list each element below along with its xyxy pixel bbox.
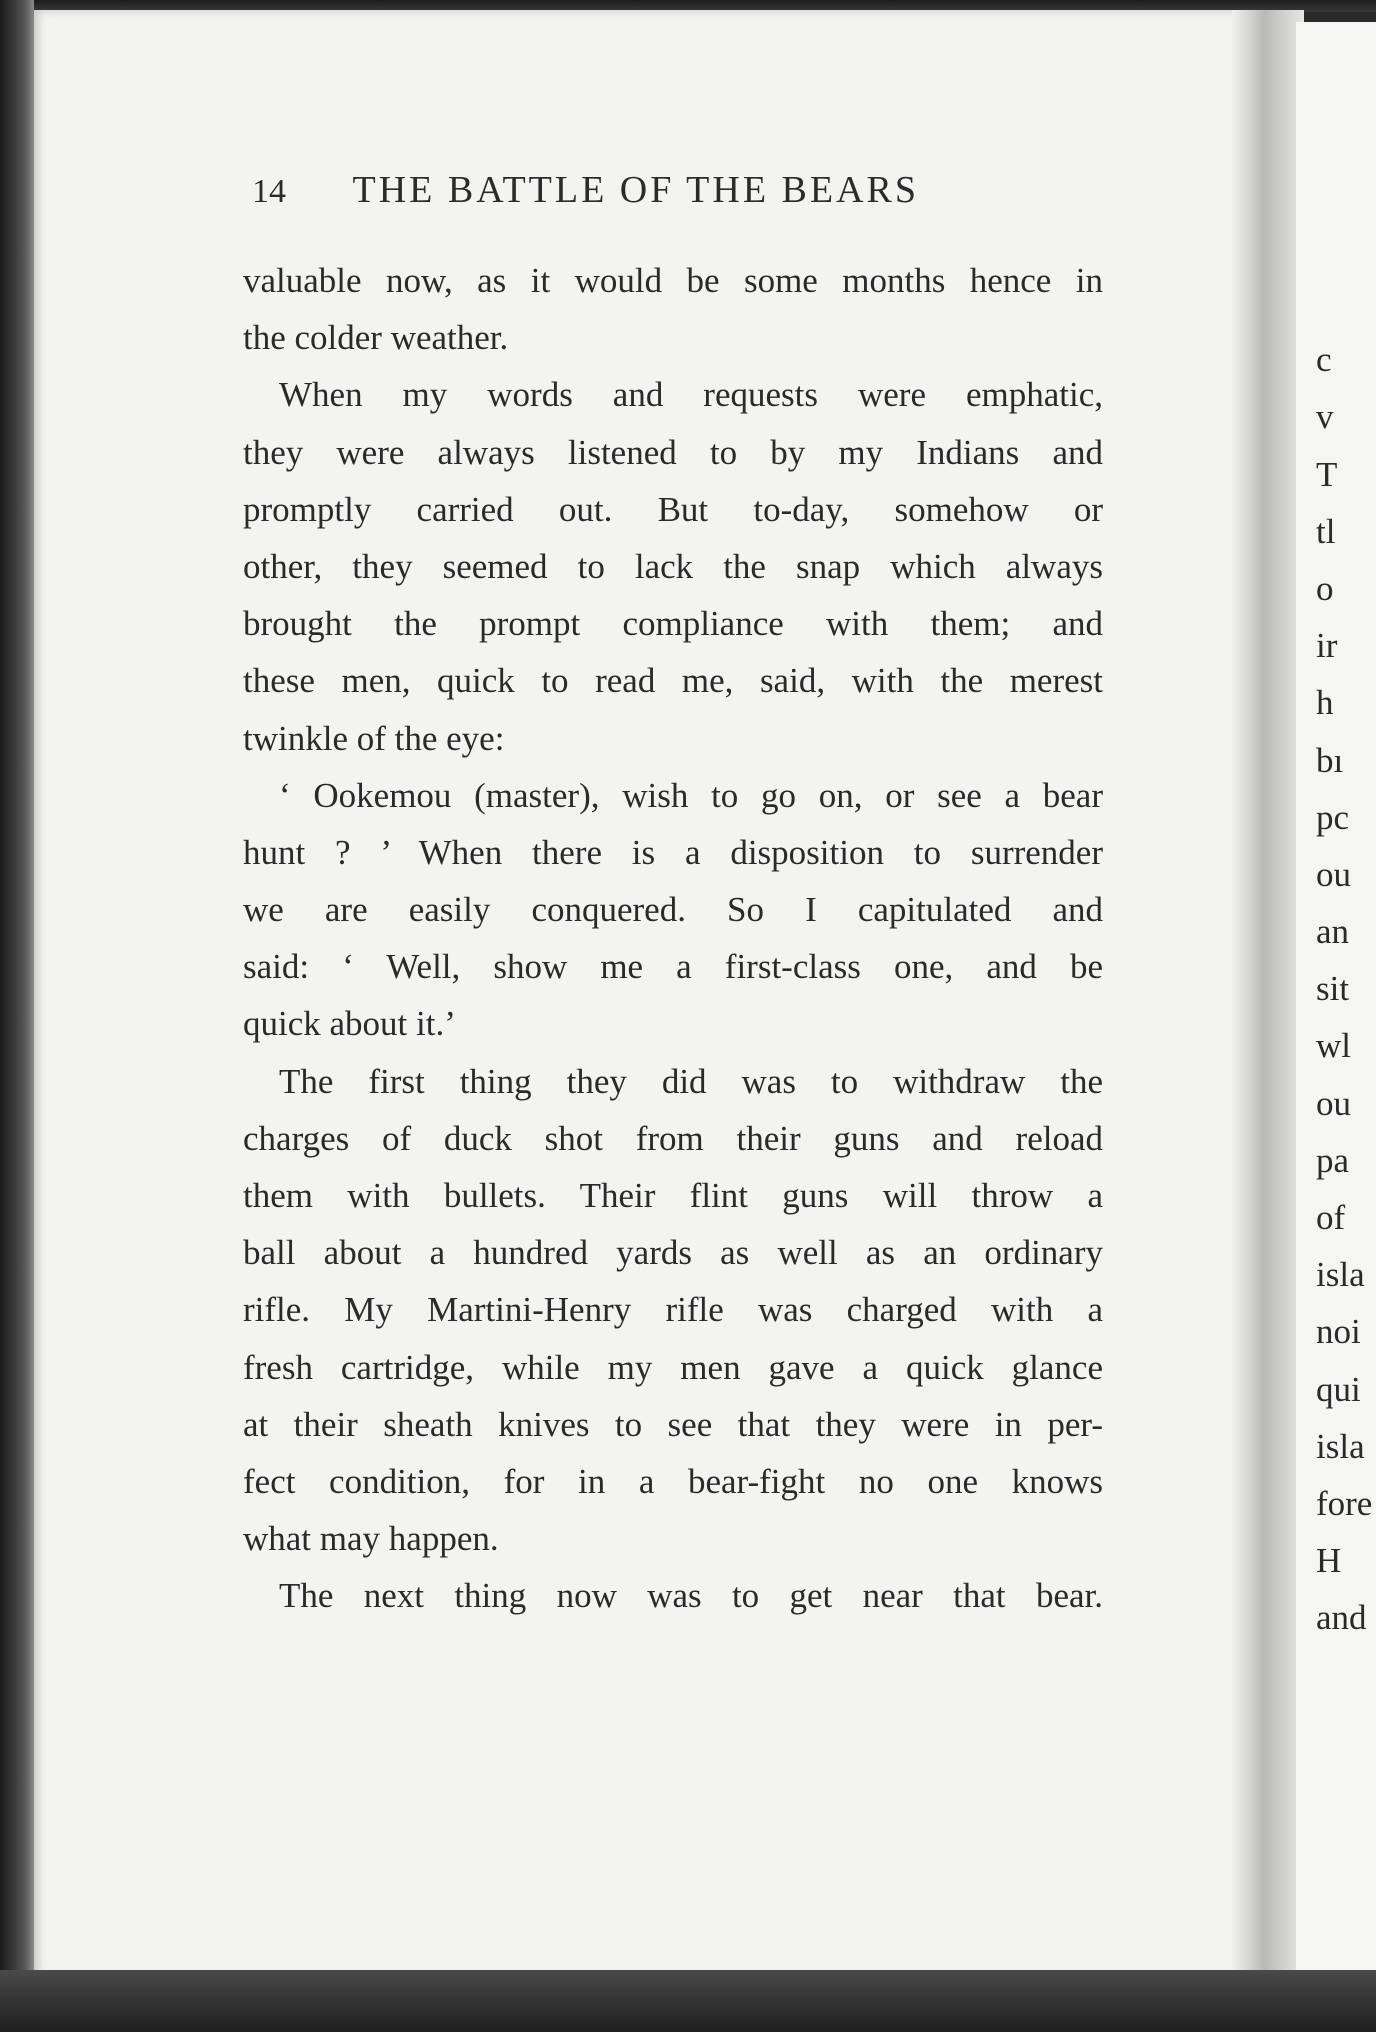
- text-line: valuable now, as it would be some months hence in: [243, 261, 1103, 300]
- text-line: these men, quick to read me, said, with the merest: [243, 661, 1103, 701]
- text-line: quick about it.’: [243, 1004, 456, 1044]
- facing-page-fragment: fore: [1316, 1483, 1373, 1523]
- scan-bottom-edge: [0, 1970, 1376, 2032]
- body-text: [243, 252, 1103, 1625]
- text-line: what may happen.: [243, 1519, 499, 1559]
- facing-page-fragment: v: [1316, 397, 1334, 437]
- text-line: brought the prompt compliance with them; and: [243, 604, 1103, 644]
- text-line: we are easily conquered. So I capitulated and: [243, 890, 1103, 930]
- text-line: they were always listened to by my Indians and: [243, 432, 1103, 472]
- facing-page-fragment: bı: [1316, 740, 1344, 780]
- facing-page-fragment: qui: [1316, 1369, 1361, 1409]
- text-line: said: ‘ Well, show me a first-class one, and be: [243, 947, 1103, 987]
- facing-page-fragment: isla: [1316, 1255, 1365, 1295]
- book-spine-edge: [0, 0, 34, 2032]
- text-line: at their sheath knives to see that they were in per-: [243, 1404, 1103, 1444]
- facing-page-fragment: sit: [1316, 969, 1350, 1009]
- facing-page-fragment: tl: [1316, 511, 1336, 551]
- facing-page-fragment: ir: [1316, 626, 1338, 666]
- text-line: promptly carried out. But to-day, somehow or: [243, 489, 1103, 529]
- facing-page-fragment: H: [1316, 1541, 1342, 1581]
- facing-page-fragment: ou: [1316, 854, 1351, 894]
- facing-page-edge: [1296, 22, 1376, 1980]
- page-gutter: [1232, 10, 1304, 1970]
- facing-page-fragment: pc: [1316, 797, 1350, 837]
- facing-page-fragment: [1316, 274, 1376, 331]
- text-line: When my words and requests were emphatic,: [279, 375, 1103, 415]
- page-number: 14: [252, 173, 286, 210]
- text-line: The next thing now was to get near that bear.: [279, 1576, 1103, 1616]
- text-line: The first thing they did was to withdraw the: [279, 1061, 1103, 1101]
- facing-page-fragment: T: [1316, 454, 1338, 494]
- text-line: fresh cartridge, while my men gave a quick glance: [243, 1347, 1103, 1387]
- text-line: fect condition, for in a bear-fight no one knows: [243, 1461, 1103, 1501]
- facing-page-text: [1316, 274, 1376, 1647]
- facing-page-fragment: ou: [1316, 1083, 1351, 1123]
- facing-page-fragment: c: [1316, 340, 1332, 380]
- text-line: rifle. My Martini-Henry rifle was charged with a: [243, 1290, 1103, 1330]
- facing-page-fragment: of: [1316, 1198, 1346, 1237]
- text-line: them with bullets. Their flint guns will throw a: [243, 1176, 1103, 1215]
- facing-page-fragment: an: [1316, 912, 1350, 952]
- facing-page-fragment: pa: [1316, 1140, 1350, 1180]
- text-line: hunt ? ’ When there is a disposition to surrender: [243, 832, 1103, 872]
- facing-page-fragment: isla: [1316, 1426, 1365, 1466]
- running-title: THE BATTLE OF THE BEARS: [352, 169, 920, 211]
- text-line: other, they seemed to lack the snap which always: [243, 546, 1103, 586]
- text-line: ‘ Ookemou (master), wish to go on, or see a bear: [279, 775, 1103, 815]
- facing-page-fragment: o: [1316, 568, 1334, 608]
- text-line: the colder weather.: [243, 318, 509, 358]
- text-line: twinkle of the eye:: [243, 718, 505, 758]
- running-header: [252, 168, 1052, 212]
- facing-page-fragment: and: [1316, 1598, 1367, 1638]
- text-line: charges of duck shot from their guns and reload: [243, 1118, 1103, 1158]
- facing-page-fragment: noi: [1316, 1312, 1361, 1352]
- text-line: ball about a hundred yards as well as an ordinary: [243, 1233, 1103, 1273]
- facing-page-fragment: h: [1316, 683, 1334, 723]
- facing-page-fragment: wl: [1316, 1026, 1351, 1066]
